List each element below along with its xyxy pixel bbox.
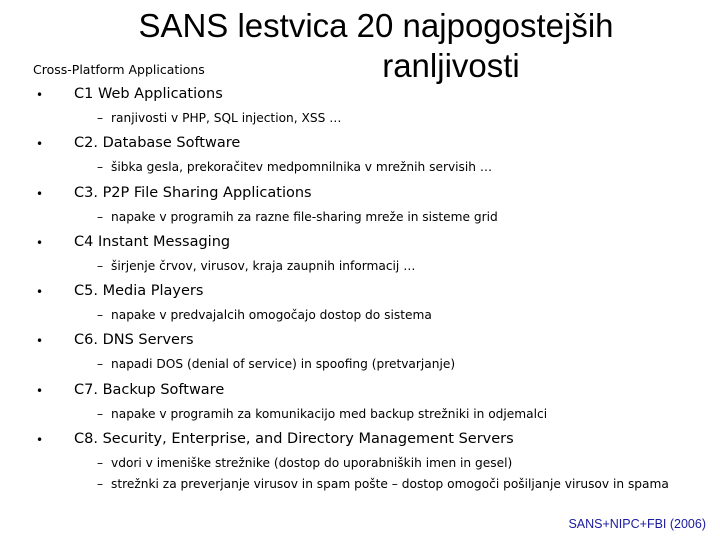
list-item-label: C6. DNS Servers: [74, 332, 194, 349]
bullet-icon: •: [36, 383, 44, 398]
list-item-label: C1 Web Applications: [74, 86, 223, 102]
list-sub-item: [97, 356, 455, 372]
dash-icon: –: [97, 258, 104, 273]
bullet-icon: •: [36, 285, 44, 300]
list-item: [0, 328, 720, 377]
list-item: [0, 378, 720, 427]
dash-icon: –: [97, 456, 104, 471]
list-item: [0, 230, 720, 279]
list-sub-item-text: napake v predvajalcih omogočajo dostop do sistema: [111, 308, 432, 323]
bullet-icon: •: [36, 235, 44, 250]
list-sub-item: [97, 209, 498, 225]
list-item-label: C5. Media Players: [74, 283, 204, 300]
list-sub-item-text: strežnki za preverjanje virusov in spam pošte – dostop omogoči pošiljanje virusov in spama: [111, 477, 669, 492]
list-item: [0, 82, 720, 131]
list-sub-item-text: napake v programih za komunikacijo med backup strežniki in odjemalci: [111, 406, 548, 421]
dash-icon: –: [97, 308, 104, 323]
list-item-label: C4 Instant Messaging: [74, 233, 231, 250]
list-sub-item: [97, 406, 547, 422]
dash-icon: –: [97, 406, 104, 421]
dash-icon: –: [97, 357, 104, 372]
list-item-label: C8. Security, Enterprise, and Directory Management Servers: [74, 431, 514, 448]
list-item: [0, 279, 720, 328]
list-item: [0, 131, 720, 180]
slide-title-line2: ranljivosti: [382, 47, 520, 84]
list-sub-item: [97, 110, 341, 126]
list-item-label: C3. P2P File Sharing Applications: [74, 184, 312, 201]
list-sub-item: [97, 455, 512, 471]
list-item-label: C7. Backup Software: [74, 381, 225, 398]
dash-icon: –: [97, 477, 104, 492]
dash-icon: –: [97, 160, 104, 175]
slide-title-line1: SANS lestvica 20 najpogostejših: [138, 7, 614, 44]
bullet-icon: •: [36, 433, 44, 448]
bullet-icon: •: [36, 88, 44, 102]
list-sub-item: [97, 307, 432, 323]
vulnerability-list: [0, 82, 720, 492]
list-sub-item-text: napake v programih za razne file-sharing mreže in sisteme grid: [111, 209, 498, 224]
list-sub-item: [97, 476, 669, 492]
bullet-icon: •: [36, 137, 44, 152]
list-sub-item-text: šibka gesla, prekoračitev medpomnilnika v mrežnih servisih …: [111, 160, 493, 175]
list-sub-item-text: vdori v imeniške strežnike (dostop do uporabniških imen in gesel): [111, 456, 513, 471]
list-sub-item-text: ranjivosti v PHP, SQL injection, XSS …: [111, 111, 342, 125]
bullet-icon: •: [36, 186, 44, 201]
list-item: [0, 181, 720, 230]
bullet-icon: •: [36, 334, 44, 349]
source-footer: SANS+NIPC+FBI (2006): [568, 517, 706, 531]
list-sub-item: [97, 258, 415, 274]
list-item: [0, 427, 720, 492]
dash-icon: –: [97, 111, 104, 125]
dash-icon: –: [97, 209, 104, 224]
list-sub-item: [97, 159, 492, 175]
list-sub-item-text: napadi DOS (denial of service) in spoofing (pretvarjanje): [111, 357, 456, 372]
list-item-label: C2. Database Software: [74, 135, 241, 152]
list-sub-item-text: širjenje črvov, virusov, kraja zaupnih informacij …: [111, 258, 416, 273]
slide-subtitle: Cross-Platform Applications: [33, 62, 205, 77]
